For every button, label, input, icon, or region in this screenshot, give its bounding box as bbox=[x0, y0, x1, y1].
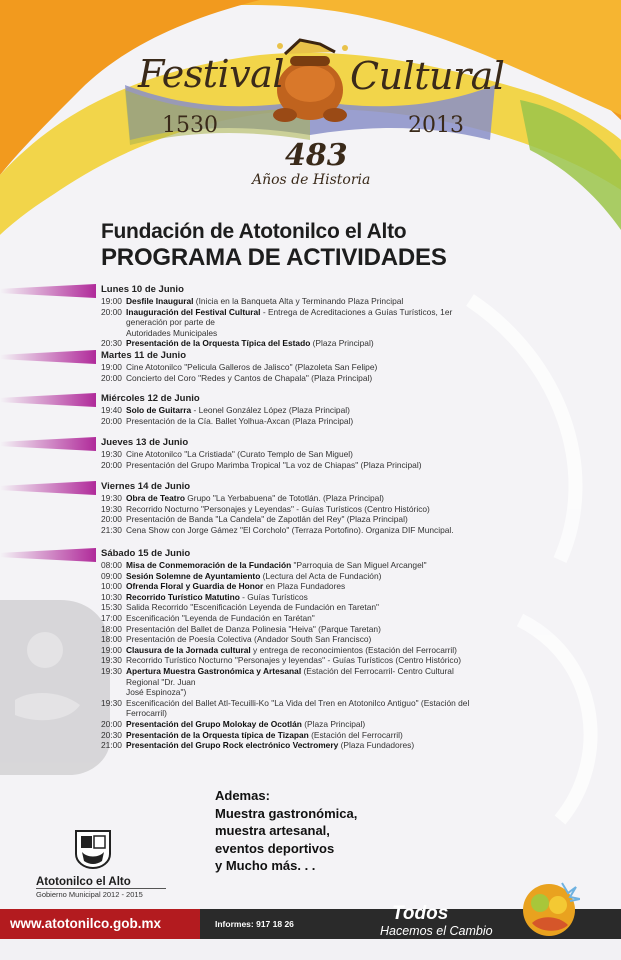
event-detail: (Plaza Principal) bbox=[310, 338, 374, 349]
event-time: 08:00 bbox=[101, 560, 122, 570]
event-time: 20:00 bbox=[101, 372, 122, 383]
event-highlight: Clausura de la Jornada cultural bbox=[126, 644, 251, 655]
event-highlight: Sesión Solemne de Ayuntamiento bbox=[126, 570, 261, 581]
event-time bbox=[101, 328, 126, 339]
event-description bbox=[126, 571, 471, 582]
event-description bbox=[126, 740, 471, 751]
event-description bbox=[126, 525, 471, 536]
schedule-row bbox=[101, 416, 471, 427]
event-detail: Presentación del Grupo Marimba Tropical "La voz de Chiapas" (Plaza Principal) bbox=[126, 459, 422, 470]
event-description bbox=[126, 719, 471, 730]
event-time: 19:40 bbox=[101, 405, 122, 415]
schedule-row bbox=[101, 655, 471, 666]
day-rows bbox=[101, 405, 471, 426]
schedule-row bbox=[101, 698, 471, 719]
schedule-row bbox=[101, 373, 471, 384]
event-highlight: Recorrido Turístico Matutino bbox=[126, 591, 240, 602]
event-description bbox=[126, 504, 471, 515]
schedule-row bbox=[101, 592, 471, 603]
event-time: 19:00 bbox=[101, 362, 122, 372]
schedule-row bbox=[101, 581, 471, 592]
event-time: 20:00 bbox=[101, 514, 122, 525]
event-time: 20:00 bbox=[101, 718, 122, 729]
event-highlight: Presentación de la Orquesta típica de Tizapan bbox=[126, 729, 309, 740]
event-description bbox=[126, 338, 471, 349]
event-time: 20:30 bbox=[101, 338, 122, 349]
ademas-line: muestra artesanal, bbox=[215, 823, 330, 838]
event-detail: en Plaza Fundadores bbox=[263, 581, 346, 592]
schedule-row bbox=[101, 666, 471, 687]
event-description bbox=[126, 602, 471, 613]
event-description bbox=[126, 328, 471, 339]
schedule-row bbox=[101, 338, 471, 349]
event-highlight: Obra de Teatro bbox=[126, 493, 185, 503]
event-time: 10:00 bbox=[101, 581, 122, 592]
event-detail: Escenificación del Ballet Atl-Tecuilli-Ko "La Vida del Tren en Atotonilco Antiguo" (Estación del Ferrocarril) bbox=[126, 697, 470, 719]
event-time: 20:00 bbox=[101, 459, 122, 470]
event-description bbox=[126, 613, 471, 624]
event-detail: Presentación de Banda "La Candela" de Zapotlán del Rey" (Plaza Principal) bbox=[126, 514, 408, 525]
event-detail: Presentación del Ballet de Danza Polinesia "Heiva" (Parque Taretan) bbox=[126, 623, 381, 634]
event-time: 19:30 bbox=[101, 493, 122, 503]
coat-of-arms-icon bbox=[72, 828, 114, 870]
schedule-row bbox=[101, 514, 471, 525]
event-description bbox=[126, 666, 471, 687]
ademas-heading: Ademas: bbox=[215, 788, 270, 803]
event-detail: Cine Atotonilco "La Cristiada" (Curato Templo de San Miguel) bbox=[126, 449, 353, 459]
event-highlight: Presentación del Grupo Molokay de Ocotlán bbox=[126, 718, 302, 729]
event-description bbox=[126, 514, 471, 525]
event-detail: Concierto del Coro "Redes y Cantos de Chapala" (Plaza Principal) bbox=[126, 372, 373, 383]
schedule-row bbox=[101, 730, 471, 741]
day-title: Miércoles 12 de Junio bbox=[101, 393, 200, 404]
schedule-row bbox=[101, 634, 471, 645]
day-title: Sábado 15 de Junio bbox=[101, 548, 191, 559]
government-logo bbox=[36, 828, 166, 899]
event-description bbox=[126, 449, 471, 460]
event-description bbox=[126, 416, 471, 427]
event-detail: (Estación del Ferrocarril- Centro Cultural Regional "Dr. Juan bbox=[126, 665, 454, 687]
event-time: 18:00 bbox=[101, 634, 122, 645]
schedule-row bbox=[101, 525, 471, 536]
event-highlight: Inauguración del Festival Cultural bbox=[126, 306, 261, 317]
years-label: Años de Historia bbox=[252, 172, 371, 188]
event-detail: (Plaza Principal) bbox=[301, 718, 366, 729]
event-highlight: Misa de Conmemoración de la Fundación bbox=[126, 560, 292, 570]
slogan-sub: Hacemos el Cambio bbox=[380, 924, 493, 938]
event-description bbox=[126, 634, 471, 645]
schedule-row bbox=[101, 740, 471, 751]
schedule-row bbox=[101, 687, 471, 698]
event-time: 19:30 bbox=[101, 665, 122, 676]
event-detail: Recorrido Nocturno "Personajes y Leyendas" - Guías Turísticos (Centro Histórico) bbox=[126, 503, 430, 514]
event-description bbox=[126, 296, 471, 307]
event-time: 20:00 bbox=[101, 306, 122, 317]
day-title: Viernes 14 de Junio bbox=[101, 481, 191, 492]
ademas-block bbox=[215, 787, 357, 875]
event-detail: Grupo "La Yerbabuena" de Tototlán. (Plaza Principal) bbox=[184, 493, 384, 503]
government-subtitle: Gobierno Municipal 2012 - 2015 bbox=[36, 888, 166, 899]
schedule-row bbox=[101, 602, 471, 613]
event-detail: (Estación del Ferrocarril) bbox=[308, 729, 403, 740]
event-highlight: Desfile Inaugural bbox=[126, 296, 194, 306]
day-rows bbox=[101, 296, 471, 349]
event-time: 09:00 bbox=[101, 570, 122, 581]
event-highlight: Presentación del Grupo Rock electrónico Vectromery bbox=[126, 740, 339, 751]
ademas-line: Muestra gastronómica, bbox=[215, 805, 358, 821]
event-time: 15:30 bbox=[101, 602, 122, 613]
schedule-row bbox=[101, 307, 471, 328]
schedule-row bbox=[101, 328, 471, 339]
event-time: 18:00 bbox=[101, 623, 122, 634]
event-detail: José Espinoza") bbox=[126, 687, 187, 698]
event-detail: Presentación de Poesía Colectiva (Andador South San Francisco) bbox=[126, 634, 372, 645]
schedule-row bbox=[101, 460, 471, 471]
event-time: 21:30 bbox=[101, 524, 122, 535]
event-time: 20:00 bbox=[101, 415, 122, 426]
event-detail: y entrega de reconocimientos (Estación del Ferrocarril) bbox=[250, 644, 457, 655]
day-title: Martes 11 de Junio bbox=[101, 350, 187, 361]
event-detail: Recorrido Turístico Nocturno "Personajes y leyendas" - Guías Turísticos (Centro Histórico) bbox=[126, 655, 462, 666]
event-description bbox=[126, 373, 471, 384]
day-title: Jueves 13 de Junio bbox=[101, 437, 189, 448]
event-detail: Presentación de la Cía. Ballet Yolhua-Axcan (Plaza Principal) bbox=[126, 415, 354, 426]
event-description bbox=[126, 730, 471, 741]
schedule-row bbox=[101, 362, 471, 373]
event-detail: Cine Atotonilco "Pelicula Galleros de Jalisco" (Plazoleta San Felipe) bbox=[126, 362, 378, 372]
event-description bbox=[126, 405, 471, 416]
event-description bbox=[126, 655, 471, 666]
schedule-row bbox=[101, 493, 471, 504]
footer-bar bbox=[0, 903, 621, 939]
event-time: 19:00 bbox=[101, 644, 122, 655]
day-rows bbox=[101, 362, 471, 383]
day-rows bbox=[101, 493, 471, 535]
event-description bbox=[126, 624, 471, 635]
event-time: 10:30 bbox=[101, 591, 122, 602]
schedule-row bbox=[101, 504, 471, 515]
program-title: PROGRAMA DE ACTIVIDADES bbox=[101, 244, 447, 271]
schedule-row bbox=[101, 560, 471, 571]
event-detail: - Leonel González López (Plaza Principal) bbox=[191, 405, 350, 415]
event-detail: (Lectura del Acta de Fundación) bbox=[260, 570, 382, 581]
event-description bbox=[126, 307, 471, 328]
schedule-row bbox=[101, 624, 471, 635]
day-rows bbox=[101, 560, 471, 751]
day-title: Lunes 10 de Junio bbox=[101, 284, 184, 295]
event-description bbox=[126, 493, 471, 504]
event-time: 19:30 bbox=[101, 697, 122, 708]
ademas-line: y Mucho más. . . bbox=[215, 858, 316, 873]
years-count: 483 bbox=[285, 138, 348, 173]
slogan-main: Todos bbox=[392, 903, 449, 924]
event-detail: (Plaza Fundadores) bbox=[338, 740, 415, 751]
event-time: 20:30 bbox=[101, 729, 122, 740]
event-highlight: Apertura Muestra Gastronómica y Artesanal bbox=[126, 665, 302, 676]
event-detail: Escenificación "Leyenda de Fundación en Tarétan" bbox=[126, 612, 315, 623]
slogan-logo-icon bbox=[518, 879, 580, 941]
event-time: 21:00 bbox=[101, 740, 122, 751]
schedule-row bbox=[101, 296, 471, 307]
schedule-row bbox=[101, 449, 471, 460]
informes-phone: Informes: 917 18 26 bbox=[215, 919, 294, 929]
event-description bbox=[126, 581, 471, 592]
event-highlight: Ofrenda Floral y Guardia de Honor bbox=[126, 581, 264, 592]
event-detail: - Guías Turísticos bbox=[239, 591, 308, 602]
ademas-line: eventos deportivos bbox=[215, 840, 335, 856]
event-detail: Cena Show con Jorge Gámez "El Corcholo" (Terraza Portofino). Organiza DIF Muncipal. bbox=[126, 524, 454, 535]
event-description bbox=[126, 645, 471, 656]
cultural-word: Cultural bbox=[350, 54, 505, 98]
event-description bbox=[126, 560, 471, 571]
event-detail: Salida Recorrido "Escenificación Leyenda de Fundación en Taretan" bbox=[126, 602, 380, 613]
event-time: 19:30 bbox=[101, 655, 122, 666]
event-detail: "Parroquia de San Miguel Arcangel" bbox=[291, 560, 427, 570]
schedule-row bbox=[101, 719, 471, 730]
event-description bbox=[126, 592, 471, 603]
event-highlight: Presentación de la Orquesta Típica del Estado bbox=[126, 338, 311, 349]
event-description bbox=[126, 362, 471, 373]
event-detail: - Entrega de Acreditaciones a Guías Turísticos, 1er generación por parte de bbox=[126, 306, 453, 328]
schedule-row bbox=[101, 613, 471, 624]
event-time: 17:00 bbox=[101, 612, 122, 623]
festival-word: Festival bbox=[138, 52, 284, 96]
schedule-row bbox=[101, 405, 471, 416]
year-end: 2013 bbox=[408, 113, 464, 138]
event-description bbox=[126, 687, 471, 698]
foundation-title: Fundación de Atotonilco el Alto bbox=[101, 220, 407, 243]
event-time: 19:30 bbox=[101, 449, 122, 459]
event-time: 19:30 bbox=[101, 503, 122, 514]
year-start: 1530 bbox=[162, 113, 218, 138]
event-description bbox=[126, 698, 471, 719]
government-name: Atotonilco el Alto bbox=[36, 876, 131, 888]
bottom-strip bbox=[0, 939, 621, 960]
event-highlight: Solo de Guitarra bbox=[126, 405, 192, 415]
schedule-row bbox=[101, 645, 471, 656]
schedule-row bbox=[101, 571, 471, 582]
event-time: 19:00 bbox=[101, 296, 122, 306]
event-description bbox=[126, 460, 471, 471]
event-detail: Autoridades Municipales bbox=[126, 327, 218, 338]
website-link[interactable]: www.atotonilco.gob.mx bbox=[0, 909, 200, 939]
event-detail: (Inicia en la Banqueta Alta y Terminando Plaza Principal bbox=[193, 296, 404, 306]
day-rows bbox=[101, 449, 471, 470]
festival-logo bbox=[120, 30, 505, 200]
event-time bbox=[101, 687, 126, 698]
